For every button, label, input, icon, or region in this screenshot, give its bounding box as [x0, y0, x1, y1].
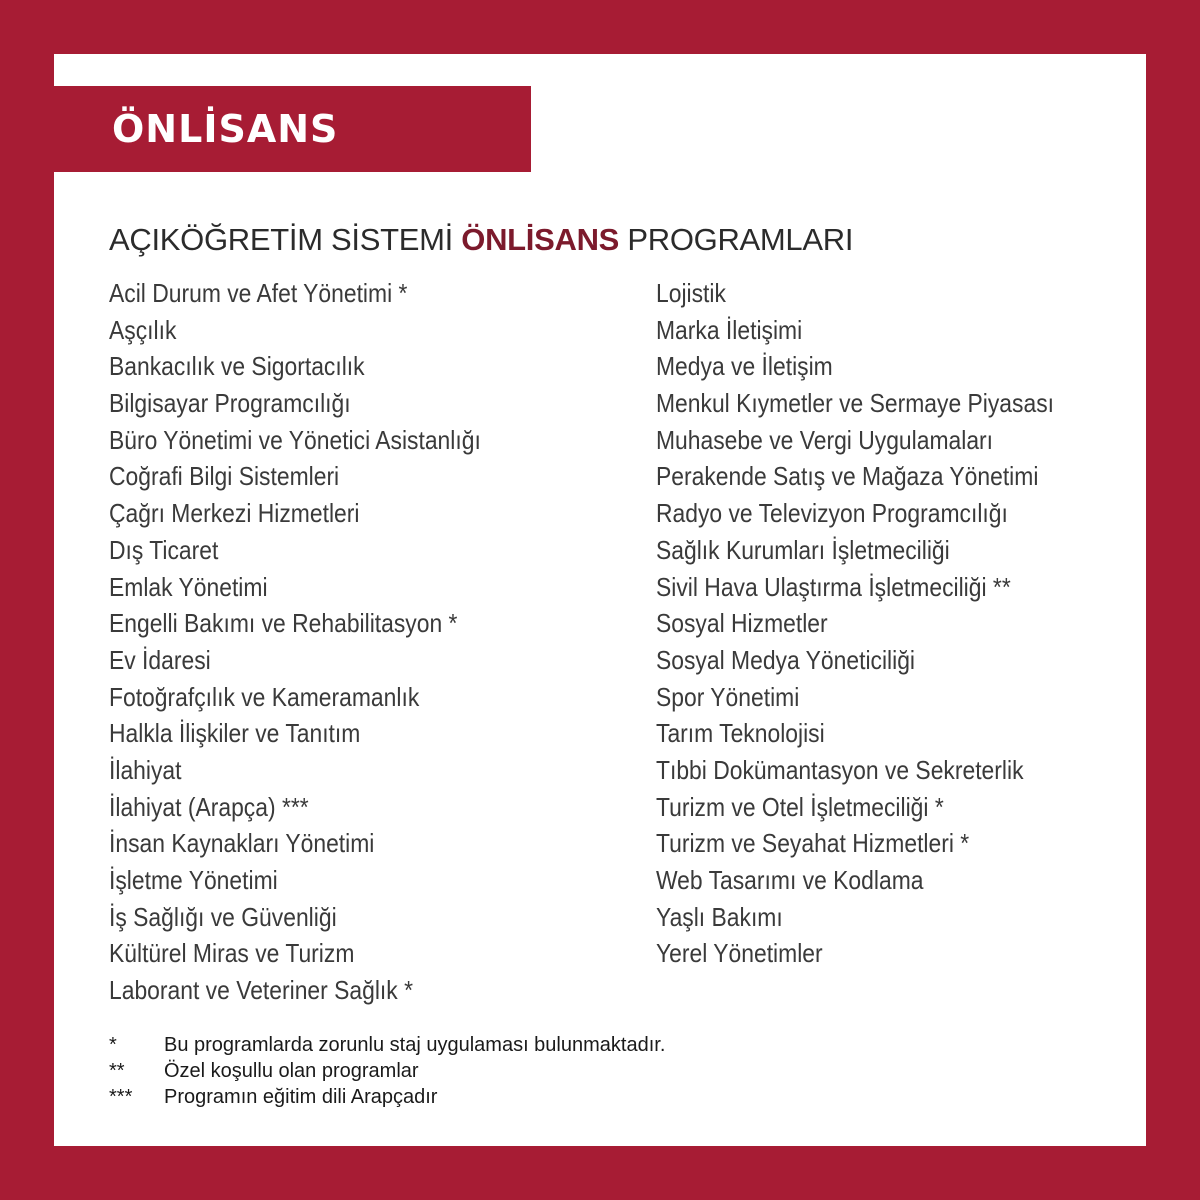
program-list-right [656, 275, 1108, 972]
banner-title: ÖNLİSANS [112, 107, 339, 151]
program-item: Aşçılık [109, 314, 177, 345]
title-banner [54, 86, 531, 172]
footnote-mark: * [109, 1034, 117, 1056]
program-item: Sosyal Medya Yöneticiliği [656, 644, 916, 675]
program-item: Menkul Kıymetler ve Sermaye Piyasası [656, 388, 1055, 419]
program-item: Turizm ve Seyahat Hizmetleri * [656, 828, 970, 859]
content-card [54, 54, 1146, 1146]
program-item: İlahiyat [109, 754, 182, 785]
program-item: Lojistik [656, 278, 726, 308]
program-item: Spor Yönetimi [656, 681, 800, 712]
program-item: Emlak Yönetimi [109, 571, 268, 602]
program-item: Bilgisayar Programcılığı [109, 388, 351, 419]
program-item: Sağlık Kurumları İşletmeciliği [656, 534, 950, 565]
program-item: İş Sağlığı ve Güvenliği [109, 901, 337, 932]
program-item: İnsan Kaynakları Yönetimi [109, 828, 375, 859]
program-item: Bankacılık ve Sigortacılık [109, 351, 365, 382]
program-item: Ev İdaresi [109, 644, 211, 675]
footnote-mark: ** [109, 1060, 125, 1082]
program-item: Web Tasarımı ve Kodlama [656, 865, 924, 895]
heading-prefix: AÇIKÖĞRETİM SİSTEMİ [109, 222, 462, 257]
footnote [109, 1032, 665, 1058]
footnotes [109, 1032, 665, 1110]
heading-suffix: PROGRAMLARI [619, 222, 854, 257]
program-item: Yerel Yönetimler [656, 938, 823, 969]
program-item: Sivil Hava Ulaştırma İşletmeciliği ** [656, 571, 1011, 602]
program-item: Engelli Bakımı ve Rehabilitasyon * [109, 608, 458, 639]
program-item: Muhasebe ve Vergi Uygulamaları [656, 424, 994, 455]
program-item: İşletme Yönetimi [109, 865, 278, 895]
program-item: Turizm ve Otel İşletmeciliği * [656, 791, 944, 822]
program-item: Marka İletişimi [656, 314, 803, 345]
program-item: Tarım Teknolojisi [656, 718, 825, 749]
program-item: Çağrı Merkezi Hizmetleri [109, 498, 360, 529]
footnote [109, 1084, 665, 1110]
program-item: Medya ve İletişim [656, 351, 833, 382]
program-item: İlahiyat (Arapça) *** [109, 791, 309, 822]
heading-highlight: ÖNLİSANS [461, 222, 620, 257]
program-item: Perakende Satış ve Mağaza Yönetimi [656, 461, 1039, 492]
program-item: Fotoğrafçılık ve Kameramanlık [109, 681, 420, 712]
footnote-text: Programın eğitim dili Arapçadır [164, 1086, 438, 1108]
program-item: Halkla İlişkiler ve Tanıtım [109, 718, 361, 749]
program-item: Acil Durum ve Afet Yönetimi * [109, 278, 408, 308]
footnote-mark: *** [109, 1086, 133, 1108]
program-list-left [109, 275, 532, 1009]
program-item: Kültürel Miras ve Turizm [109, 938, 355, 969]
program-item: Sosyal Hizmetler [656, 608, 828, 639]
program-item: Büro Yönetimi ve Yönetici Asistanlığı [109, 424, 481, 455]
program-item: Radyo ve Televizyon Programcılığı [656, 498, 1008, 529]
program-item: Coğrafi Bilgi Sistemleri [109, 461, 340, 492]
footnote-text: Özel koşullu olan programlar [164, 1060, 419, 1082]
footnote [109, 1058, 665, 1084]
program-item: Laborant ve Veteriner Sağlık * [109, 975, 413, 1006]
program-item: Dış Ticaret [109, 534, 219, 565]
program-item: Tıbbi Dokümantasyon ve Sekreterlik [656, 754, 1024, 785]
section-heading [109, 222, 853, 258]
program-item: Yaşlı Bakımı [656, 901, 783, 932]
footnote-text: Bu programlarda zorunlu staj uygulaması bulunmaktadır. [164, 1034, 666, 1056]
